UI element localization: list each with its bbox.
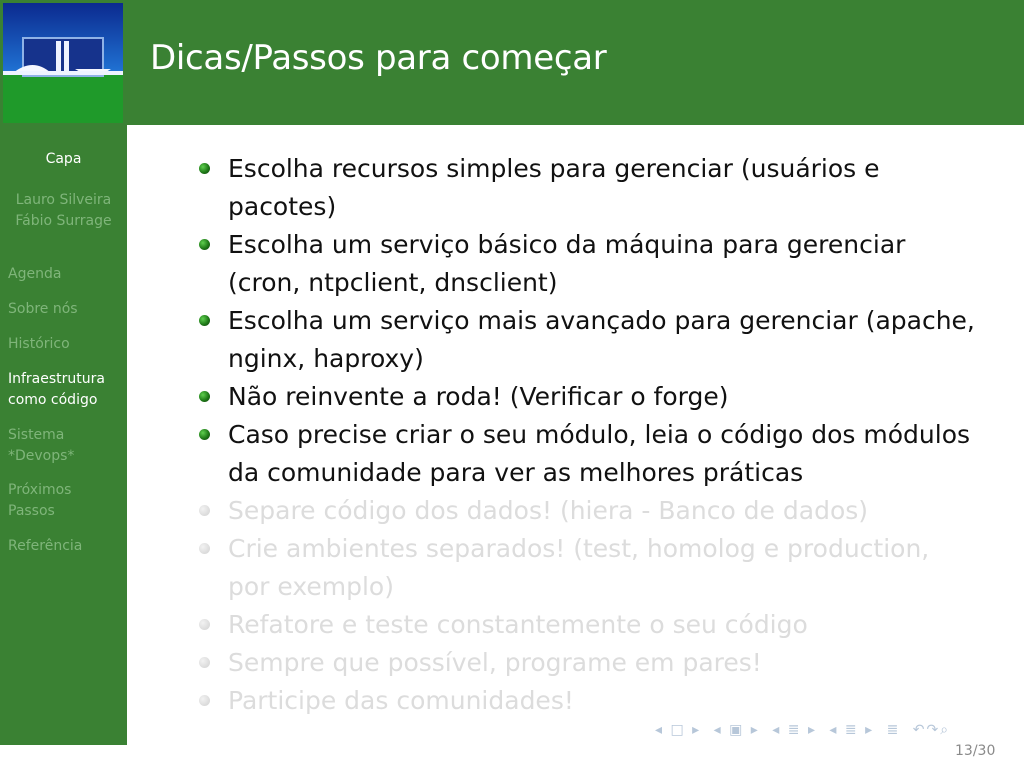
page-separator: / [972,743,978,759]
nav-frame-icon[interactable]: ◂ □ ▸ [655,722,702,738]
nav-slide-icon[interactable]: ◂ ▣ ▸ [713,722,760,738]
sidebar-item-historico[interactable]: Histórico [8,336,70,352]
bullet-item-6 [195,492,995,530]
sidebar-item-proximos-passos[interactable] [8,480,71,522]
bullet-ball-icon [199,505,210,516]
bullet-item-3-line2: nginx, haproxy) [228,344,424,373]
bullet-item-2 [195,226,995,302]
sidebar-item-agenda[interactable]: Agenda [8,266,62,282]
slide-content [195,150,995,720]
bullet-item-9 [195,644,995,682]
page-total: 30 [977,743,996,759]
sidebar [0,125,127,745]
bullet-item-8 [195,606,995,644]
bullet-item-4 [195,378,995,416]
beamer-navigation [655,722,956,738]
bullet-item-4-line1: Não reinvente a roda! (Verificar o forge) [228,382,729,411]
sidebar-item-referencia[interactable]: Referência [8,538,83,554]
bullet-item-5-line1: Caso precise criar o seu módulo, leia o código dos módulos [228,420,971,449]
bullet-ball-icon [199,695,210,706]
bullet-item-6-line1: Separe código dos dados! (hiera - Banco de dados) [228,496,869,525]
sidebar-item-capa[interactable]: Capa [45,151,82,167]
nav-section-icon[interactable]: ◂ ≣ ▸ [772,722,817,738]
sidebar-author-1: Lauro Silveira [15,192,112,208]
bullet-ball-icon [199,619,210,630]
bullet-item-2-line2: (cron, ntpclient, dnsclient) [228,268,558,297]
bullet-item-5 [195,416,995,492]
bullet-item-10 [195,682,995,720]
bullet-item-5-line2: da comunidade para ver as melhores práticas [228,458,804,487]
bullet-item-3 [195,302,995,378]
bullet-ball-icon [199,239,210,250]
sidebar-item-infraestrutura[interactable] [8,369,105,411]
header-bar [0,0,1024,125]
bullet-item-8-line1: Refatore e teste constantemente o seu código [228,610,808,639]
nav-back-search-icon[interactable]: ↶↷⌕ [912,722,951,738]
bullet-item-9-line1: Sempre que possível, programe em pares! [228,648,762,677]
bullet-item-3-line1: Escolha um serviço mais avançado para gerenciar (apache, [228,306,975,335]
bullet-item-7 [195,530,995,606]
slide-title: Dicas/Passos para começar [150,38,607,78]
sidebar-item-sistema-line2: *Devops* [8,448,75,464]
sidebar-author-2: Fábio Surrage [15,213,112,229]
bullet-item-7-line1: Crie ambientes separados! (test, homolog e production, [228,534,930,563]
sidebar-item-sobre-nos[interactable]: Sobre nós [8,301,78,317]
nav-appendix-icon[interactable]: ≣ [886,722,901,738]
sidebar-item-sistema-devops[interactable] [8,425,74,467]
bullet-item-7-line2: por exemplo) [228,572,394,601]
bullet-ball-icon [199,543,210,554]
sidebar-item-proximos-line1: Próximos [8,482,72,498]
sidebar-item-infraestrutura-line2: como código [8,392,98,408]
bullet-item-10-line1: Participe das comunidades! [228,686,574,715]
congress-logo [3,3,123,123]
bullet-ball-icon [199,163,210,174]
nav-subsection-icon[interactable]: ◂ ≣ ▸ [829,722,875,738]
bullet-ball-icon [199,315,210,326]
bullet-item-1 [195,150,995,226]
bullet-ball-icon [199,391,210,402]
sidebar-item-sistema-line1: Sistema [8,427,65,443]
bullet-ball-icon [199,429,210,440]
page-current: 13 [955,743,973,759]
bullet-item-1-line1: Escolha recursos simples para gerenciar (usuários e [228,154,880,183]
sidebar-item-proximos-line2: Passos [8,503,55,519]
bullet-item-2-line1: Escolha um serviço básico da máquina para gerenciar [228,230,906,259]
bullet-ball-icon [199,657,210,668]
sidebar-item-infraestrutura-line1: Infraestrutura [8,371,105,387]
page-number [955,743,995,759]
bullet-item-1-line2: pacotes) [228,192,337,221]
